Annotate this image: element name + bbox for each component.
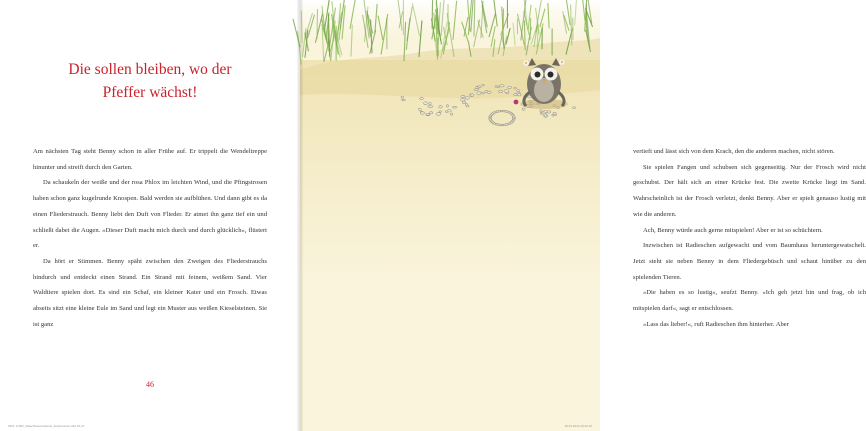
left-page-text (33, 144, 267, 332)
chapter-title-line-2: Pfeffer wächst! (102, 84, 198, 101)
paragraph: »Lass das lieber!«, ruft Radieschen ihm hinterher. Aber (643, 320, 789, 328)
print-slug-right: 18.01.2019 19:32:10 (564, 424, 592, 428)
paragraph: Ach, Benny würde auch gerne mitspielen! Aber er ist so schüchtern. (643, 226, 823, 234)
chapter-title (40, 58, 260, 104)
beach-owl-illustration (300, 0, 600, 180)
print-slug-left: 9321 17902_Waschbaerenbande_Enpfreunde.indd 46-47 (8, 424, 85, 428)
paragraph: Da schaukeln der weiße und der rosa Phlox im leichten Wind, und die Pfingstrosen haben schon ganz kugelrunde Knospen. Bald werden sie aufblühen. Und dann gibt es da einen Fliederstrauch. Benny liebt den Duft von Flieder. Er atmet ihn ganz tief ein und schließt dabei die Augen. »Dieser Duft macht mich durch und durch glücklich«, flüstert er. (33, 179, 267, 250)
right-page-text (633, 144, 866, 332)
paragraph: Sie spielen Fangen und schubsen sich gegenseitig. Nur der Frosch wird nicht geschubst. Der hält sich an einer Krücke fest. Die zweite Krücke liegt im Sand. Wahrscheinlich ist der Frosch verletzt, denkt Benny. Aber er spielt genauso lustig mit wie die anderen. (633, 163, 866, 218)
right-page (300, 0, 866, 431)
paragraph: Da hört er Stimmen. Benny späht zwischen den Zweigen des Fliederstrauchs hindurch und entdeckt einen Strand. Ein Strand mit feinem, weißem Sand. Vier Waldtiere spielen dort. Es sind ein Schaf, ein kleiner Kater und ein Frosch. Etwas abseits sitzt eine kleine Eule im Sand und legt ein Muster aus weißen Kieselsteinen. Sie ist ganz (33, 257, 267, 328)
chapter-title-line-1: Die sollen bleiben, wo der (68, 61, 232, 78)
paragraph: vertieft und lässt sich von dem Krach, den die anderen machen, nicht stören. (633, 148, 835, 155)
page-number: 46 (146, 380, 154, 389)
paragraph: Inzwischen ist Radieschen aufgewacht und vom Baumhaus heruntergewatschelt. Jetzt steht sie neben Benny in dem Fliedergebüsch und schaut hinüber zu den spielenden Tieren. (633, 242, 866, 281)
book-gutter (297, 0, 303, 431)
left-page (0, 0, 300, 431)
paragraph: Am nächsten Tag steht Benny schon in aller Frühe auf. Er trippelt die Wendeltreppe hinunter und streift durch den Garten. (33, 148, 267, 171)
paragraph: »Die haben es so lustig«, seufzt Benny. »Ich geh jetzt hin und frag, ob ich mitspielen darf«, sagt er entschlossen. (633, 289, 866, 313)
